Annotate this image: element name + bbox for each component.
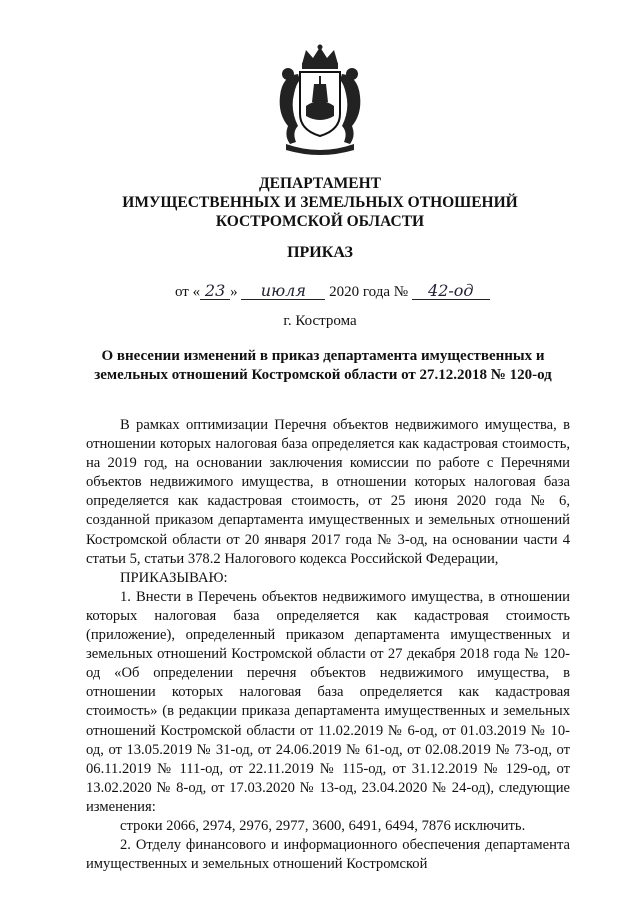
item-1-paragraph: 1. Внести в Перечень объектов недвижимого имущества, в отношении которых налоговая база определяется как кадастровая стоимость (приложение), определенный приказом департамента имущественных и земельных отношений Костромской области от 27 декабря 2018 года № 120-од «Об определении перечня объектов недвижимого имущества, в отношении которых налоговая база определяется как кадастровая стоимость» (в редакции приказа департамента имущественных и земельных отношений Костромской области от 11.02.2019 № 6-од, от 01.03.2019 № 10-од, от 13.05.2019 № 31-од, от 24.06.2019 № 61-од, от 02.08.2019 № 73-од, от 06.11.2019 № 111-од, от 22.11.2019 № 115-од, от 31.12.2019 № 129-од, от 13.02.2020 № 8-од, от 17.03.2020 № 13-од, 23.04.2020 № 24-од), следующие изменения: — [86, 588, 570, 815]
order-dateline — [175, 283, 490, 301]
item-1-exclusion: строки 2066, 2974, 2976, 2977, 3600, 6491, 6494, 7876 исключить. — [120, 817, 526, 834]
order-body — [86, 416, 570, 874]
coat-of-arms-icon — [270, 44, 370, 156]
date-mid: » — [230, 284, 238, 300]
subject-line-2: земельных отношений Костромской области от 27.12.2018 № 120-од — [94, 367, 552, 383]
city-name: г. Кострома — [283, 313, 357, 329]
date-year: 2020 года № — [329, 284, 409, 300]
order-keyword: ПРИКАЗЫВАЮ: — [120, 569, 228, 586]
department-name-line-3: КОСТРОМСКОЙ ОБЛАСТИ — [215, 213, 425, 230]
preamble-paragraph: В рамках оптимизации Перечня объектов недвижимого имущества, в отношении которых налоговая база определяется как кадастровая стоимость, на 2019 год, на основании заключения комиссии по работе с Перечнями объектов недвижимого имущества, в отношении которых налоговая база определяется как кадастровая стоимость, от 25 июня 2020 года № 6, созданной приказом департамента имущественных и земельных отношений Костромской области от 20 января 2017 года № 3-од, на основании части 4 статьи 5, статьи 378.2 Налогового кодекса Российской Федерации, — [86, 417, 570, 567]
department-name-line-2: ИМУЩЕСТВЕННЫХ И ЗЕМЕЛЬНЫХ ОТНОШЕНИЙ — [122, 194, 518, 211]
subject-line-1: О внесении изменений в приказ департамента имущественных и — [101, 348, 545, 364]
department-name-line-1: ДЕПАРТАМЕНТ — [258, 175, 382, 192]
item-2-paragraph: 2. Отделу финансового и информационного обеспечения департамента имущественных и земельных отношений Костромской — [86, 837, 570, 873]
date-prefix: от « — [175, 284, 201, 300]
date-day: 23 — [200, 283, 230, 300]
date-month: июля — [241, 283, 325, 300]
order-number: 42-од — [412, 283, 490, 300]
document-type-title: ПРИКАЗ — [287, 244, 353, 261]
